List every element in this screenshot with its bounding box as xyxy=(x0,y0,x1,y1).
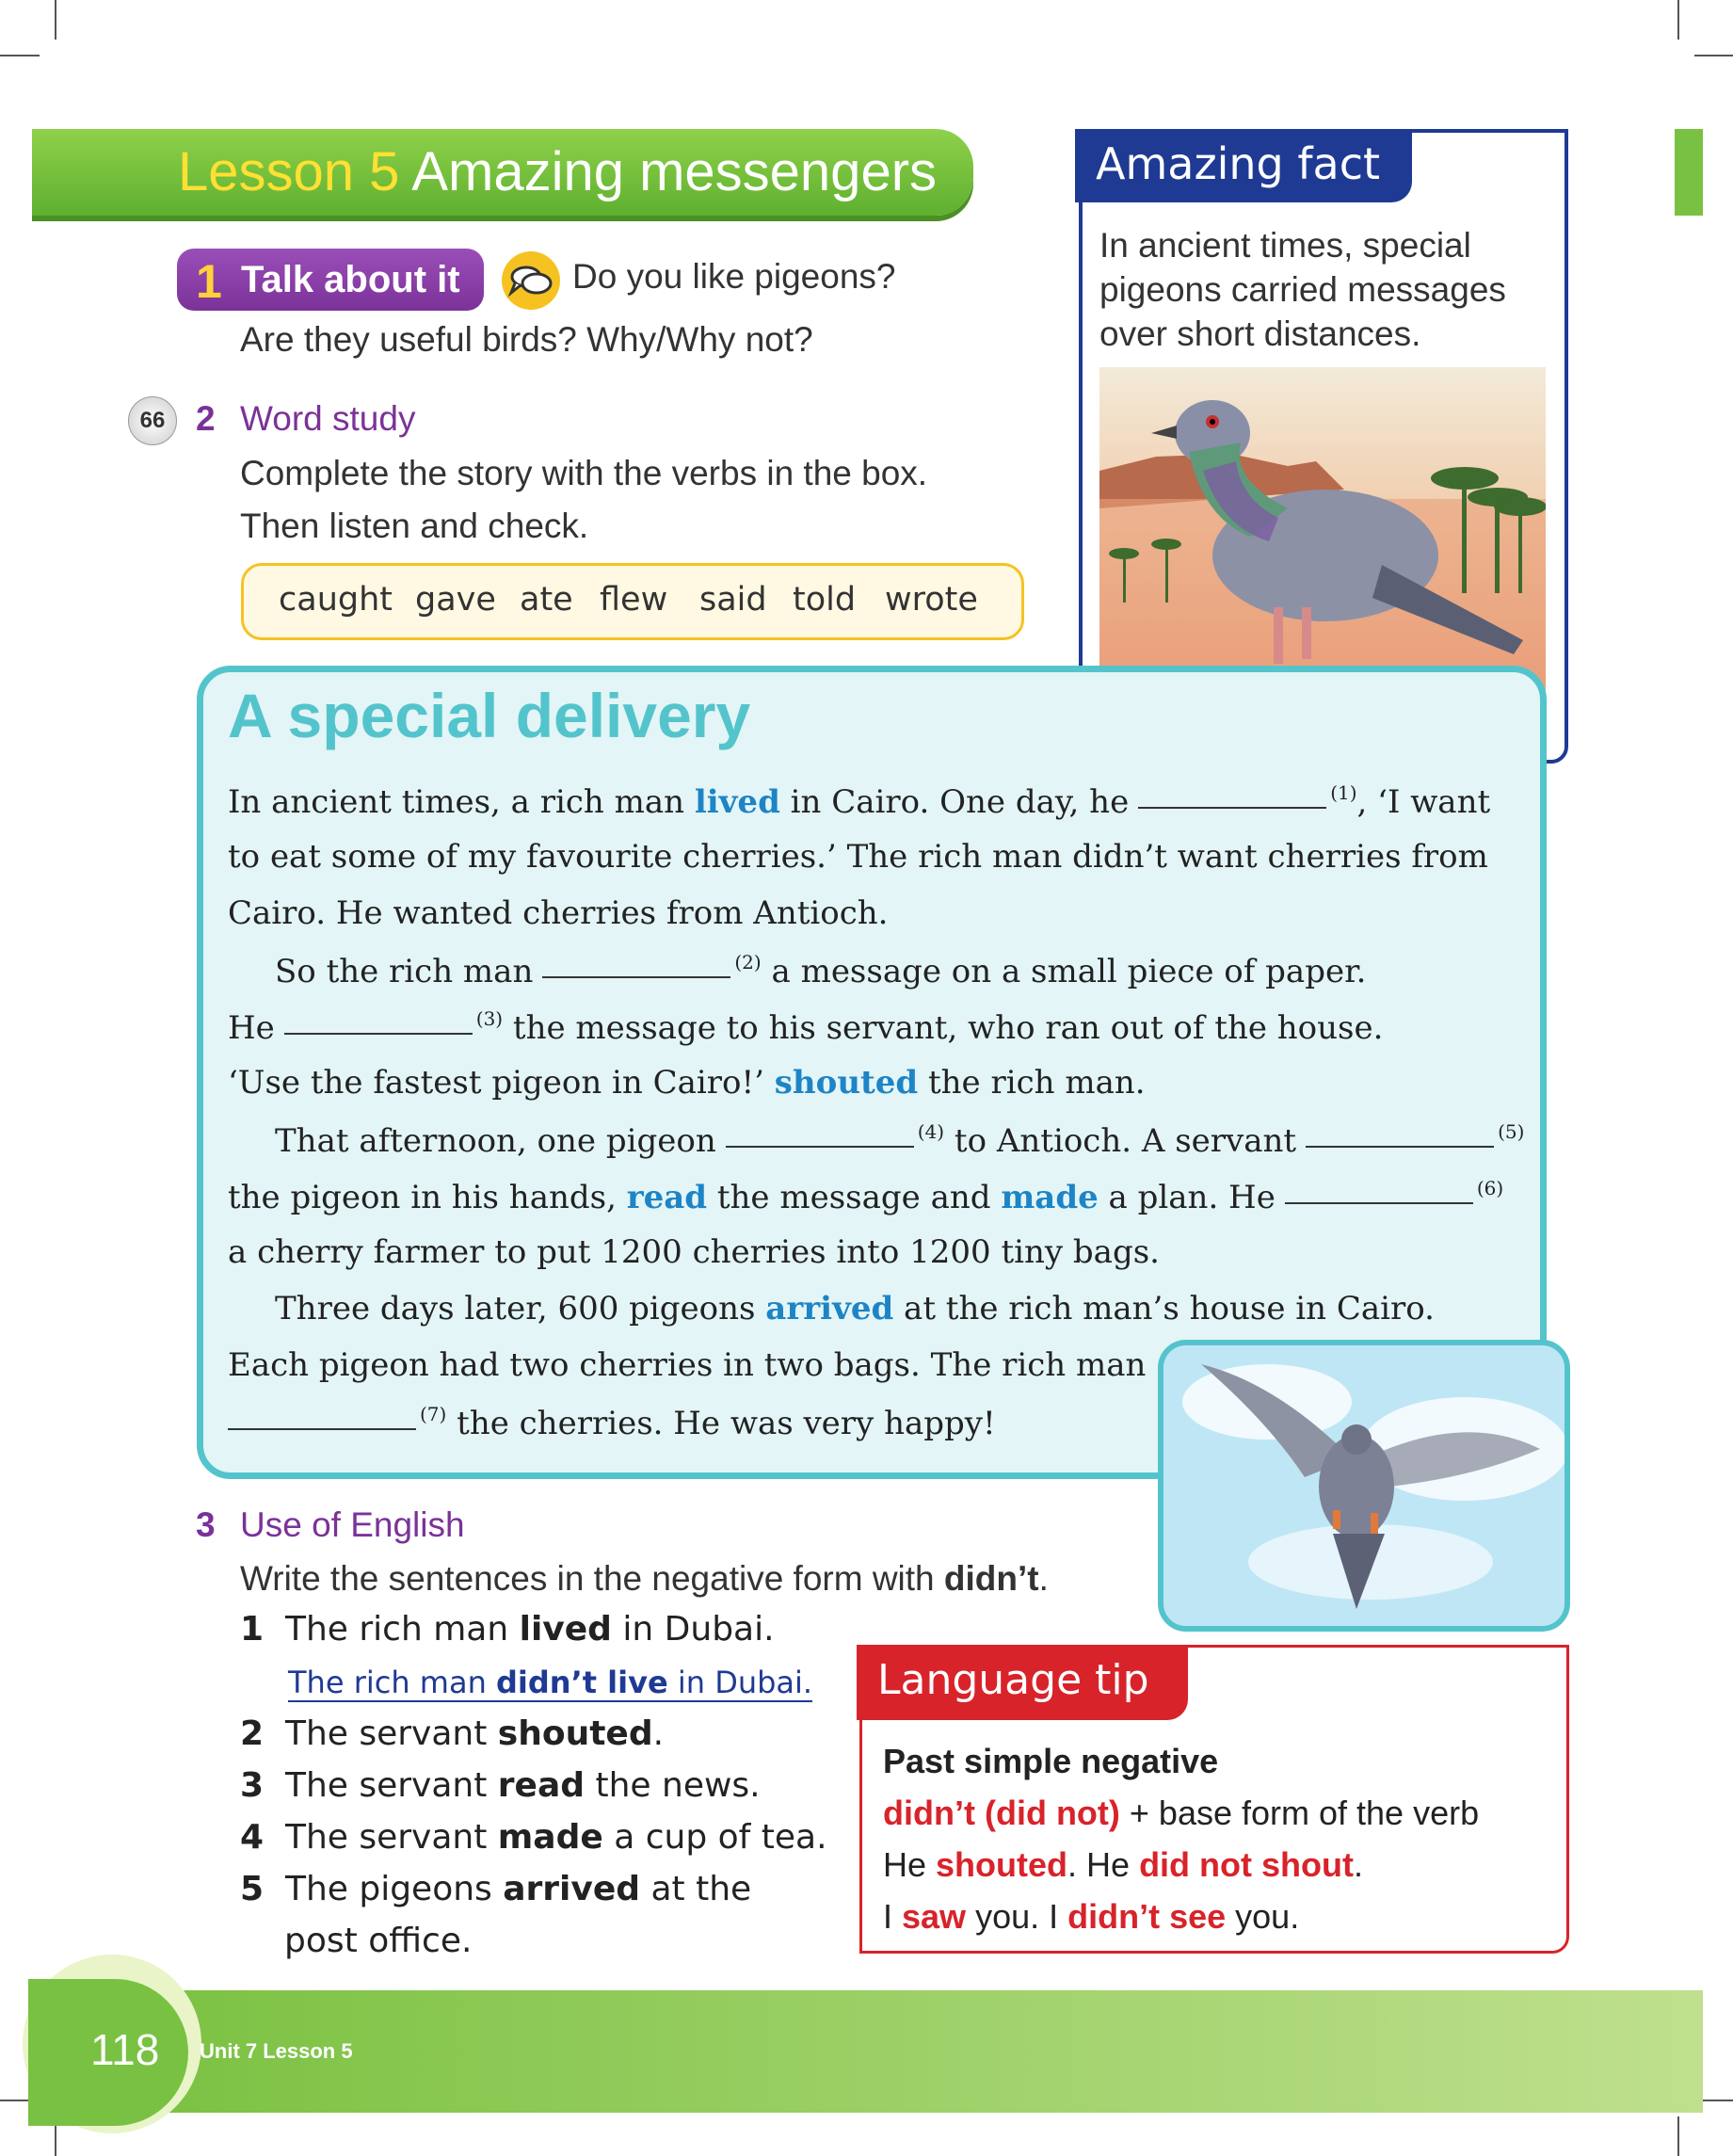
story-title: A special delivery xyxy=(228,681,751,750)
story-line: to eat some of my favourite cherries.’ The rich man didn’t want cherries from xyxy=(228,838,1488,876)
crop-mark xyxy=(55,0,56,40)
tip-rule: didn’t (did not) + base form of the verb xyxy=(883,1794,1480,1832)
lesson-banner xyxy=(32,129,973,216)
story-line: ‘Use the fastest pigeon in Cairo!’ shouted the rich man. xyxy=(228,1064,1146,1102)
word-box-word: told xyxy=(793,581,857,619)
edge-tab xyxy=(1675,129,1703,216)
answer-blank[interactable] xyxy=(726,1145,914,1148)
speech-bubble-icon xyxy=(502,251,560,310)
tip-example: I saw you. I didn’t see you. xyxy=(883,1897,1300,1936)
exercise-item: 4 The servant made a cup of tea. xyxy=(240,1818,827,1857)
answer-blank[interactable] xyxy=(1138,806,1326,809)
instruction: Write the sentences in the negative form with didn’t. xyxy=(240,1559,1049,1598)
amazing-fact-tab: Amazing fact xyxy=(1075,129,1412,202)
tip-heading: Past simple negative xyxy=(883,1742,1219,1780)
exercise-item: 1 The rich man lived in Dubai. xyxy=(240,1610,775,1649)
word-box-word: ate xyxy=(520,581,573,619)
section-number: 2 xyxy=(196,399,216,438)
answer-blank[interactable] xyxy=(284,1032,473,1035)
tip-example: He shouted. He did not shout. xyxy=(883,1845,1364,1884)
story-line: That afternoon, one pigeon $^{(4)}$ to Antioch. A servant $^{(5)}$ xyxy=(275,1120,1525,1160)
word-box-word: said xyxy=(699,581,767,619)
crop-mark xyxy=(1677,2116,1679,2156)
section-number: 3 xyxy=(196,1505,216,1544)
crop-mark xyxy=(1677,0,1679,40)
fact-text: pigeons carried messages xyxy=(1099,270,1506,309)
exercise-item: 3 The servant read the news. xyxy=(240,1766,761,1805)
word-box-word: gave xyxy=(415,581,496,619)
word-box-word: caught xyxy=(279,581,393,619)
answer-blank[interactable] xyxy=(228,1427,416,1430)
word-box-word: flew xyxy=(600,581,668,619)
story-line: In ancient times, a rich man lived in Cairo. One day, he $^{(1)}$, ‘I want xyxy=(228,781,1491,821)
story-line: Each pigeon had two cherries in two bags. The rich man xyxy=(228,1346,1147,1384)
example-answer: The rich man didn’t live in Dubai. xyxy=(288,1665,813,1700)
exercise-item: 5 The pigeons arrived at the xyxy=(240,1870,752,1908)
lesson-title: Lesson 5 Amazing messengers xyxy=(178,141,938,202)
exercise-item: 2 The servant shouted. xyxy=(240,1714,665,1753)
section-number: 1 xyxy=(196,255,222,308)
fact-text: over short distances. xyxy=(1099,314,1421,353)
talk-question: Do you like pigeons? xyxy=(572,257,896,296)
word-box xyxy=(241,563,1024,640)
story-line: $^{(7)}$ the cherries. He was very happy! xyxy=(218,1403,996,1442)
story-line: Three days later, 600 pigeons arrived at the rich man’s house in Cairo. xyxy=(275,1290,1435,1327)
language-tip-tab: Language tip xyxy=(857,1645,1188,1720)
talk-question: Are they useful birds? Why/Why not? xyxy=(240,320,813,359)
crop-mark xyxy=(1694,55,1733,56)
exercise-item: post office. xyxy=(284,1922,473,1960)
answer-blank[interactable] xyxy=(1306,1145,1494,1148)
page-number: 118 xyxy=(90,2025,160,2074)
audio-cd-icon[interactable]: 66 xyxy=(128,396,177,445)
answer-blank[interactable] xyxy=(542,975,730,978)
story-line: So the rich man $^{(2)}$ a message on a small piece of paper. xyxy=(275,951,1367,990)
flying-pigeon-illustration xyxy=(1158,1340,1570,1632)
section-title: Use of English xyxy=(240,1505,465,1544)
story-line: He $^{(3)}$ the message to his servant, who ran out of the house. xyxy=(228,1007,1384,1047)
footer-label: Unit 7 Lesson 5 xyxy=(200,2039,353,2063)
talk-about-it-label: 1 Talk about it xyxy=(177,249,484,311)
section-title: Word study xyxy=(240,399,416,438)
story-line: Cairo. He wanted cherries from Antioch. xyxy=(228,894,889,932)
answer-blank[interactable] xyxy=(1285,1201,1473,1204)
crop-mark xyxy=(0,55,40,56)
story-line: the pigeon in his hands, read the message and made a plan. He $^{(6)}$ xyxy=(228,1177,1504,1216)
fact-text: In ancient times, special xyxy=(1099,226,1471,265)
footer-bar xyxy=(130,1990,1703,2113)
instruction: Complete the story with the verbs in the box. xyxy=(240,454,928,492)
word-box-word: wrote xyxy=(885,581,978,619)
instruction: Then listen and check. xyxy=(240,507,589,545)
story-line: a cherry farmer to put 1200 cherries into 1200 tiny bags. xyxy=(228,1233,1160,1271)
